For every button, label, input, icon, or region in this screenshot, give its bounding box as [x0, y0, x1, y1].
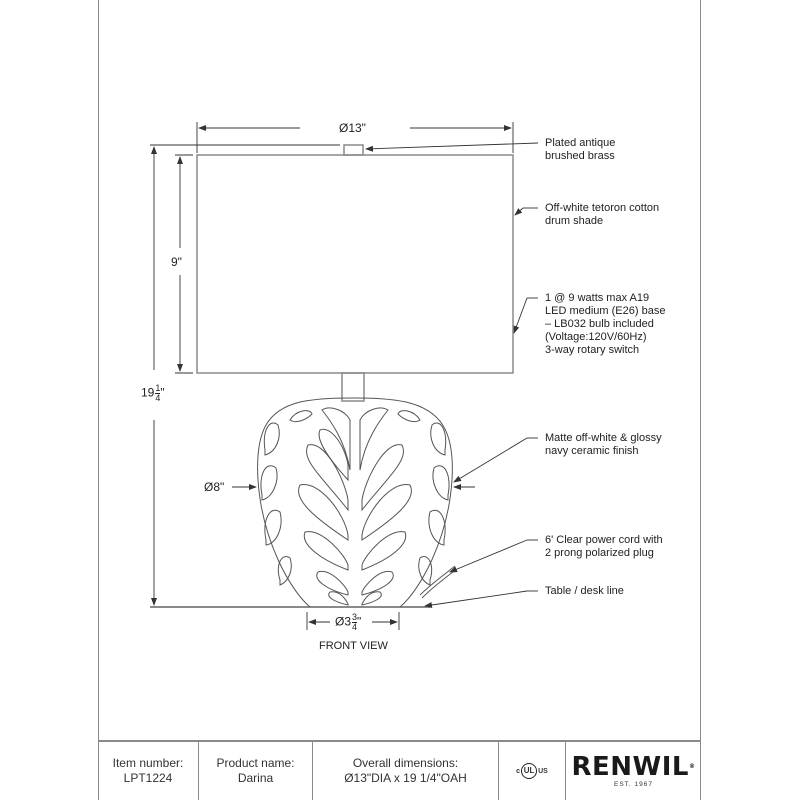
callout-line: navy ceramic finish	[545, 445, 639, 457]
callout-line: drum shade	[545, 215, 604, 227]
brand-logo	[571, 751, 696, 782]
brand-cell	[566, 742, 701, 800]
callout-bulb	[545, 292, 665, 357]
product-name-value: Darina	[237, 771, 274, 785]
view-label: FRONT VIEW	[319, 640, 388, 652]
drum-shade	[197, 155, 513, 373]
registered-mark-icon: ®	[688, 762, 696, 770]
callout-line: 1 @ 9 watts max A19	[545, 292, 650, 304]
base-diameter-whole: Ø3	[335, 614, 352, 629]
brand-tagline: EST. 1967	[614, 780, 653, 788]
overall-height-fraction	[155, 384, 160, 403]
certification-cell	[499, 742, 566, 800]
callout-line: (Voltage:120V/60Hz)	[545, 331, 647, 343]
callout-line: Plated antique	[545, 137, 616, 149]
overall-dimensions-value: Ø13"DIA x 19 1/4"OAH	[344, 771, 467, 785]
cert-us: US	[538, 767, 548, 775]
title-block	[98, 740, 701, 800]
cul-us-listed-icon	[516, 763, 548, 779]
ceramic-body	[258, 398, 457, 607]
finial	[344, 145, 363, 155]
callout-line: brushed brass	[545, 150, 615, 162]
brand-name: RENWIL	[571, 751, 689, 782]
shade-diameter-label: Ø13"	[336, 121, 369, 135]
base-diameter-denominator: 4	[352, 622, 358, 632]
overall-dimensions-label: Overall dimensions:	[352, 756, 459, 770]
overall-height-denominator: 4	[155, 393, 161, 403]
lamp-neck	[342, 373, 364, 401]
overall-height-numerator: 1	[155, 383, 161, 393]
callout-line: 3-way rotary switch	[545, 344, 640, 356]
callout-finial	[545, 137, 615, 163]
callout-line: LED medium (E26) base	[545, 305, 666, 317]
body-diameter-label: Ø8"	[201, 480, 227, 494]
callout-line: Off-white tetoron cotton	[545, 202, 660, 214]
ul-mark: UL	[521, 763, 537, 779]
callout-line: Matte off-white & glossy	[545, 432, 662, 444]
cert-c: c	[516, 767, 521, 775]
item-number-cell	[98, 742, 199, 800]
product-name-label: Product name:	[216, 756, 295, 770]
item-number-value: LPT1224	[123, 771, 173, 785]
product-name-cell	[199, 742, 313, 800]
callout-line: Table / desk line	[545, 585, 624, 597]
callout-shade	[545, 202, 659, 228]
overall-height-whole: 19	[141, 385, 155, 400]
callout-line: 2 prong polarized plug	[545, 547, 654, 559]
callout-table-line	[545, 585, 624, 598]
callout-line: – LB032 bulb included	[545, 318, 654, 330]
base-diameter-numerator: 3	[352, 612, 358, 622]
shade-height-label: 9"	[168, 255, 185, 269]
base-diameter-fraction	[352, 613, 357, 632]
callout-line: 6' Clear power cord with	[545, 534, 663, 546]
callout-cord	[545, 534, 663, 560]
overall-height-label: 19 $\frac{1}{4}$ "	[138, 384, 168, 403]
item-number-label: Item number:	[112, 756, 184, 770]
callout-finish	[545, 432, 662, 458]
base-diameter-label: Ø3 $\frac{3}{4}$ "	[332, 613, 364, 632]
overall-dimensions-cell	[313, 742, 499, 800]
